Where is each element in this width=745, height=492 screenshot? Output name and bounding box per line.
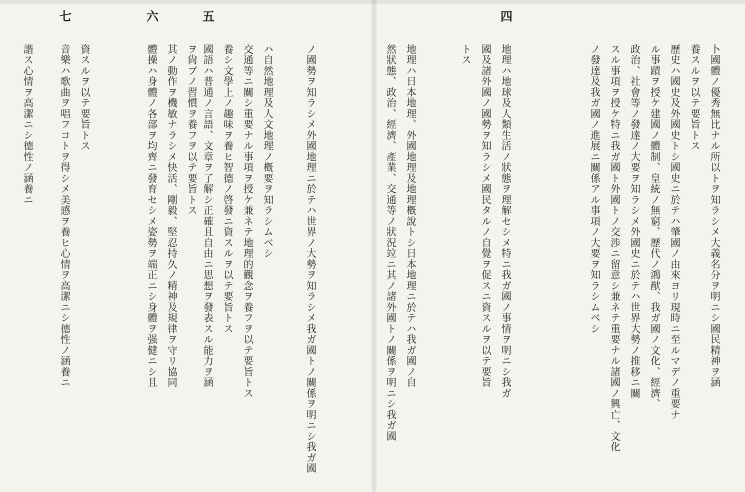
section-number-7: 七 (58, 10, 72, 22)
text-column: 國語ハ普通ノ言語、文章ヲ了解シ正確且自由ニ思想ヲ發表スル能力ヲ涵 (201, 44, 212, 388)
section-number-6: 六 (145, 10, 159, 22)
text-column: 諧ス心情ヲ高潔ニシ德性ノ涵養ニ (21, 44, 32, 206)
text-column: ヲ尙ブノ習慣ヲ養フヲ以テ要旨トス (185, 44, 196, 216)
text-column: 音樂ハ歌曲ヲ唱フコトヲ得シメ美感ヲ養ヒ心情ヲ高潔ニシ德性ノ涵養ニ (58, 44, 69, 388)
text-column: 政治、社會等ノ發達ノ大要ヲ知ラシメ外國史ニ於テハ世界大勢ノ推移ニ關 (628, 44, 639, 399)
text-column: 歷史ハ國史及外國史トシ國史ニ於テハ肇國ノ由來ヨリ現時ニ至ルマデノ重要ナ (668, 44, 679, 421)
text-column: ノ發達及我ガ國ノ進展ニ關係アル事項ノ大要ヲ知ラシムベシ (588, 44, 599, 335)
section-number-5: 五 (201, 10, 215, 22)
text-column: 地理ハ地球及人類生活ノ狀態ヲ理解セシメ特ニ我ガ國ノ事情ヲ明ニシ我ガ (499, 44, 510, 399)
text-column: 養シ文學上ノ趣味ヲ養ヒ智德ノ啓發ニ資スルヲ以テ要旨トス (221, 44, 232, 335)
text-column: 交通等ニ關シ重要ナル事項ヲ授ケ兼ネテ地理的觀念ヲ養フヲ以テ要旨トス (241, 44, 252, 399)
text-column: 其ノ動作ヲ機敏ナラシメ快活、剛毅、堅忍持久ノ精神及規律ヲ守リ協同 (165, 44, 176, 388)
text-column: 養スルヲ以テ要旨トス (688, 44, 699, 152)
text-column: ノ國勢ヲ知ラシメ外國地理ニ於テハ世界ノ大勢ヲ知ラシメ我ガ國トノ關係ヲ明ニシ我ガ國 (304, 44, 315, 474)
text-column: 體操ハ身體ノ各部ヲ均齊ニ發育セシメ姿勢ヲ端正ニシ身體ヲ强健ニシ且 (145, 44, 156, 388)
text-column: 資スルヲ以テ要旨トス (78, 44, 89, 152)
text-column: ル事蹟ヲ授ケ建國ノ體制、皇統ノ無窮、歷代ノ鴻猷、我ガ國ノ文化、經濟、 (648, 44, 659, 410)
book-gutter (371, 0, 377, 492)
text-column: 卜國體ノ優秀無比ナル所以トヲ知ラシメ大義名分ヲ明ニシ國民精神ヲ涵 (708, 44, 719, 388)
section-number-4: 四 (499, 10, 513, 22)
text-column: 然狀態、政治、經濟、產業、交通等ノ狀況竝ニ其ノ諸外國トノ關係ヲ明ニシ我ガ國 (384, 44, 395, 442)
text-column: トス (459, 44, 470, 66)
text-column: スル事項ヲ授ケ特ニ我ガ國ト外國トノ交渉ニ留意シ兼ネテ重要ナル諸國ノ興亡、文化 (608, 44, 619, 453)
text-column: ハ自然地理及人文地理ノ槪要ヲ知ラシムベシ (261, 44, 272, 259)
text-column: 國及諸外國ノ國勢ヲ知ラシメ國民タルノ自覺ヲ促スニ資スルヲ以テ要旨 (479, 44, 490, 388)
text-column: 地理ハ日本地理、外國地理及地理槪說トシ日本地理ニ於テハ我ガ國ノ自 (404, 44, 415, 388)
